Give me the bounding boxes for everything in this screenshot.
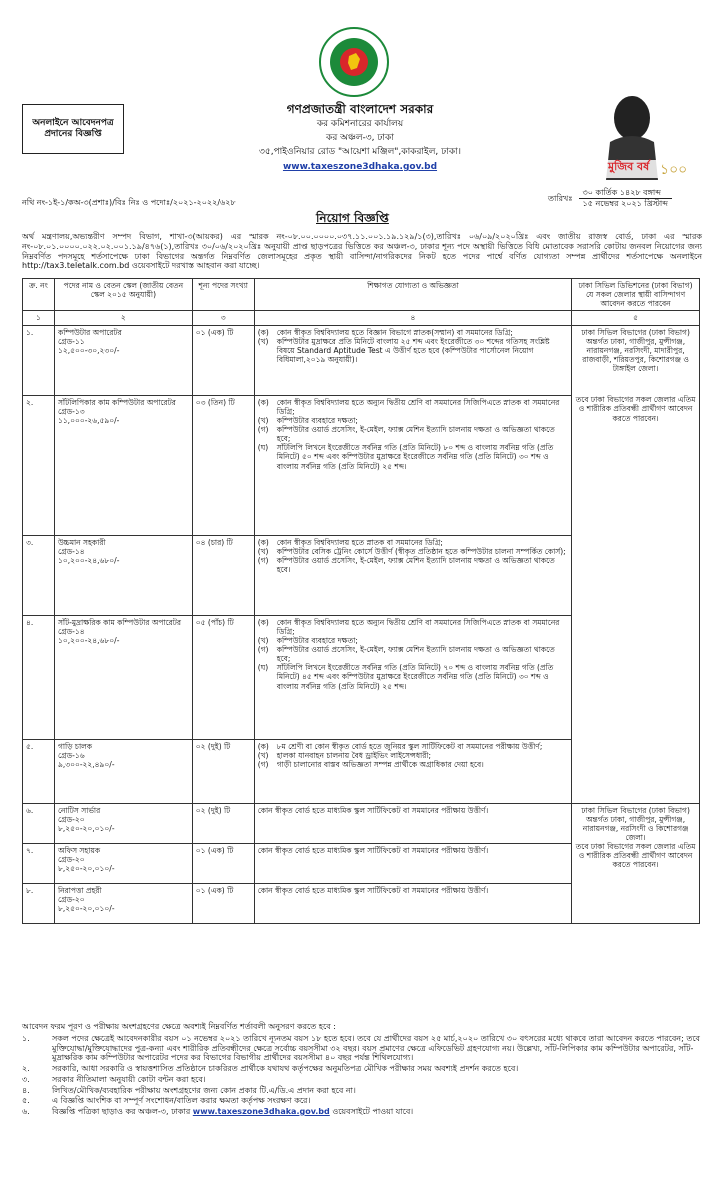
row-qualification xyxy=(254,883,571,923)
qualification-item xyxy=(258,443,568,470)
qualification-item xyxy=(258,337,568,364)
post-post: সাঁটলিপিকার কাম কম্পিউটার অপারেটর xyxy=(57,397,176,407)
row-qualification xyxy=(254,395,571,535)
row-serial: ৬. xyxy=(23,803,55,843)
post-post: উচ্চমান সহকারী xyxy=(57,537,106,547)
row-post xyxy=(54,535,192,615)
condition-website-link[interactable]: www.taxeszone3dhaka.gov.bd xyxy=(192,1107,330,1116)
post-post: সাঁট-মুদ্রাক্ষরিক কাম কম্পিউটার অপারেটর xyxy=(57,617,181,627)
qualification-text: কোন স্বীকৃত বিশ্ববিদ্যালয় হতে বিজ্ঞান বিভাগে স্নাতক(সম্মান) বা সমমানের ডিগ্রি; xyxy=(276,327,513,337)
qualification-marker: (খ) xyxy=(257,635,269,645)
qualification-marker: (খ) xyxy=(257,546,269,556)
condition-item xyxy=(22,1096,702,1106)
qualification-marker: (ক) xyxy=(257,397,269,407)
qualification-marker: (খ) xyxy=(257,750,269,760)
index-cell: ১ xyxy=(23,311,55,325)
post-grade: গ্রেড-১৬ xyxy=(57,750,85,760)
post-post: গাড়ি চালক xyxy=(57,741,92,751)
row-qualification xyxy=(254,803,571,843)
post-post: অফিস সহায়ক xyxy=(57,845,101,855)
districts-list: ঢাকা সিভিল বিভাগের (ঢাকা বিভাগ) অন্তর্গত ঢাকা, গাজীপুর, মুন্সীগঞ্জ, নারায়নগঞ্জ, নরসিংদী ও কিশোরগঞ্জ জেলা। xyxy=(581,805,690,842)
districts-group-2 xyxy=(572,803,700,923)
qualification-item xyxy=(258,425,568,443)
qualification-item xyxy=(258,547,568,556)
row-serial: ৫. xyxy=(23,739,55,803)
government-seal-logo xyxy=(318,26,390,98)
qualification-text: সাঁটলিপি লিখনে ইংরেজীতে সর্বনিম্ন গতি (প্রতি মিনিটে) ৭০ শব্দ ও বাংলায় সর্বনিম্ন গতি (প্রতি মিনিটে) ৪৫ শব্দ এবং কম্পিউটার মুদ্রাক্ষরে ইংরেজীতে সর্বনিম্ন গতি (প্রতি মিনিটে) ৩০ শব্দ ও বাংলায় সর্বনিম্ন গতি (প্রতি মিনিটে) ২৫ শব্দ। xyxy=(276,663,554,691)
index-cell: ৪ xyxy=(254,311,571,325)
qualification-text: কোন স্বীকৃত বোর্ড হতে মাধ্যমিক স্কুল সার্টিফিকেট বা সমমানের পরীক্ষায় উত্তীর্ণ। xyxy=(257,805,489,815)
qualification-item xyxy=(258,742,568,751)
row-post xyxy=(54,803,192,843)
qualification-text: গাড়ী চালানোর বাস্তব অভিজ্ঞতা সম্পন্ন প্রার্থীকে অগ্রাধিকার দেয়া হবে। xyxy=(276,759,484,769)
post-scale: ৮,২৫০-২০,০১০/- xyxy=(57,863,115,873)
post-scale: ১২,৫০০-৩০,২৩০/- xyxy=(57,345,120,355)
condition-item xyxy=(22,1064,702,1074)
qualification-item xyxy=(258,846,568,855)
row-serial: ৮. xyxy=(23,883,55,923)
header-zone: কর অঞ্চল-৩, ঢাকা xyxy=(326,133,394,143)
condition-text-part: এ বিজ্ঞপ্তি আংশিক বা সম্পূর্ণ সংশোধন/বাতিল করার ক্ষমতা কর্তৃপক্ষ সংরক্ষণ করে। xyxy=(52,1096,311,1106)
condition-number: ৫. xyxy=(22,1096,30,1106)
qualification-text: কোন স্বীকৃত বিশ্ববিদ্যালয় হতে অন্যুন দ্বিতীয় শ্রেণি বা সমমানের সিজিপিএতে স্নাতক বা সমমানের ডিগ্রি; xyxy=(276,617,560,636)
qualification-marker: (খ) xyxy=(257,336,269,346)
table-header-row xyxy=(23,279,700,311)
districts-note: তবে ঢাকা বিভাগের সকল জেলার এতিম ও শারীরিক প্রতিবন্ধী প্রার্থীগণ আবেদন করতে পারবেন। xyxy=(575,395,696,423)
qualification-item xyxy=(258,556,568,574)
table-row xyxy=(23,325,700,395)
header-address: ৩৫,পাইওনিয়ার রোড "আয়েশা মঞ্জিল",কাকরাইল, ঢাকা। xyxy=(259,147,461,157)
header-count: শূন্য পদের সংখ্যা xyxy=(192,279,254,311)
conditions-section xyxy=(22,1022,702,1118)
condition-item xyxy=(22,1075,702,1085)
date-label: তারিখঃ xyxy=(548,194,573,203)
row-serial: ৭. xyxy=(23,843,55,883)
condition-text xyxy=(52,1034,702,1063)
memo-number: নথি নং-১ই-১/কঅ-৩(প্রশাঃ)/বিঃ নিঃ ও পদোঃ/২০২১-২০২২/৬২৮ xyxy=(22,198,236,207)
row-vacancy-count: ০১ (এক) টি xyxy=(192,883,254,923)
qualification-marker: (ঘ) xyxy=(257,663,269,673)
qualification-item xyxy=(258,751,568,760)
condition-text xyxy=(52,1086,356,1096)
districts-list: ঢাকা সিভিল বিভাগের (ঢাকা বিভাগ) অন্তর্গত ঢাকা, গাজীপুর, মুন্সীগঞ্জ, নারায়নগঞ্জ, নরসিংদী, মাদারীপুর, রাজবাড়ী, শরিয়তপুর, কিশোরগঞ্জ ও টাঙ্গাইল জেলা। xyxy=(581,327,690,374)
qualification-item xyxy=(258,618,568,636)
qualification-marker: (গ) xyxy=(257,644,269,654)
table-row xyxy=(23,803,700,843)
row-qualification xyxy=(254,535,571,615)
condition-number: ৪. xyxy=(22,1085,30,1095)
table-index-row xyxy=(23,311,700,325)
row-vacancy-count: ০৫ (পাঁচ) টি xyxy=(192,615,254,739)
qualification-text: কম্পিউটার মুদ্রাক্ষরে প্রতি মিনিটে বাংলায় ২৫ শব্দ এবং ইংরেজীতে ৩০ শব্দের গতিসহ সংশ্লিষ্ট বিষয়ে Standard Aptitude Test এ উত্তীর্ণ হতে হবে (কম্পিউটার পার্সোনেল নিয়োগ বিধিমালা,২০১৯ অনুযায়ী)। xyxy=(276,336,550,364)
conditions-title: আবেদন ফরম পূরণ ও পরীক্ষায় অংশগ্রহণের ক্ষেত্রে অবশ্যই নিম্নবর্ণিত শর্তাবলী অনুসরণ করতে হবে : xyxy=(22,1022,336,1031)
row-serial: ৪. xyxy=(23,615,55,739)
date-english: ১৫ নভেম্বর ২০২১ খ্রিস্টাব্দ xyxy=(582,198,668,208)
row-post xyxy=(54,739,192,803)
index-cell: ৫ xyxy=(572,311,700,325)
row-vacancy-count: ০২ (দুই) টি xyxy=(192,739,254,803)
online-application-label: অনলাইনে আবেদনপত্র প্রদানের বিজ্ঞপ্তি xyxy=(22,104,124,154)
qualification-marker: (ক) xyxy=(257,617,269,627)
qualification-marker: (গ) xyxy=(257,759,269,769)
condition-text xyxy=(52,1096,310,1106)
post-grade: গ্রেড-১৪ xyxy=(57,626,85,636)
header-post: পদের নাম ও বেতন স্কেল (জাতীয় বেতন স্কেল ২০১৫ অনুযায়ী) xyxy=(54,279,192,311)
qualification-text: কোন স্বীকৃত বিশ্ববিদ্যালয় হতে স্নাতক বা সমমানের ডিগ্রি; xyxy=(276,537,443,547)
qualification-item xyxy=(258,886,568,895)
condition-item xyxy=(22,1034,702,1063)
condition-number: ৩. xyxy=(22,1074,30,1084)
qualification-text: কম্পিউটার ওয়ার্ড প্রসেসিং, ই-মেইল, ফ্যাক্স মেশিন ইত্যাদি চালনায় দক্ষতা ও অভিজ্ঞতা থাকতে হবে। xyxy=(276,555,555,574)
qualification-text: কম্পিউটার ব্যবহারে দক্ষতা; xyxy=(276,415,358,425)
conditions-list xyxy=(22,1034,702,1117)
qualification-item xyxy=(258,538,568,547)
qualification-text: হালকা যানবাহন চালনায় বৈধ ড্রাইভিং লাইসেন্সধারী; xyxy=(276,750,432,760)
qualification-text: সাঁটলিপি লিখনে ইংরেজীতে সর্বনিম্ন গতি (প্রতি মিনিটে) ৮০ শব্দ ও বাংলায় সর্বনিম্ন গতি (প্রতি মিনিটে) ৫০ শব্দ এবং কম্পিউটার মুদ্রাক্ষরে ইংরেজীতে সর্বনিম্ন গতি (প্রতি মিনিটে) ৩০ শব্দ ও বাংলায় সর্বনিম্ন গতি (প্রতি মিনিটে) ২৫ শব্দ। xyxy=(276,443,554,471)
row-serial: ১. xyxy=(23,325,55,395)
header-office: কর কমিশনারের কার্যালয় xyxy=(316,119,404,129)
post-scale: ১০,২০০-২৪,৬৮০/- xyxy=(57,555,120,565)
qualification-text: কম্পিউটার ওয়ার্ড প্রসেসিং, ই-মেইল, ফ্যাক্স মেশিন ইত্যাদি চালনায় দক্ষতা ও অভিজ্ঞতা থাকতে হবে; xyxy=(276,424,555,444)
qualification-marker: (ক) xyxy=(257,741,269,751)
post-grade: গ্রেড-২০ xyxy=(57,894,85,904)
post-grade: গ্রেড-২০ xyxy=(57,854,85,864)
row-qualification xyxy=(254,739,571,803)
row-post xyxy=(54,615,192,739)
date-block xyxy=(548,188,672,209)
qualification-marker: (গ) xyxy=(257,424,269,434)
condition-text xyxy=(52,1107,413,1117)
qualification-item xyxy=(258,328,568,337)
post-post: নিরাপত্তা প্রহরী xyxy=(57,885,102,895)
row-qualification xyxy=(254,843,571,883)
row-vacancy-count: ০৩ (তিন) টি xyxy=(192,395,254,535)
condition-text-part: ওয়েবসাইটে পাওয়া যাবে। xyxy=(332,1107,414,1116)
qualification-item xyxy=(258,663,568,690)
condition-text-part: সরকারি, আধা সরকারি ও স্বায়ত্তশাসিত প্রতিষ্ঠানে চাকরিরত প্রার্থীকে যথাযথ কর্তৃপক্ষের অনুমতিপত্র মৌখিক পরীক্ষার সময় অবশ্যই প্রদর্শন করতে হবে। xyxy=(52,1064,519,1073)
qualification-item xyxy=(258,806,568,815)
post-scale: ১১,০০০-২৬,৫৯০/- xyxy=(57,415,120,425)
qualification-item xyxy=(258,416,568,425)
qualification-text: ৮ম শ্রেণী বা কোন স্বীকৃত বোর্ড হতে জুনিয়র স্কুল সার্টিফিকেট বা সমমানের পরীক্ষায় উত্তীর্ণ; xyxy=(276,741,543,751)
mujib-year-logo: ১০০ মুজিব বর্ষ xyxy=(584,82,692,190)
row-vacancy-count: ০৪ (চার) টি xyxy=(192,535,254,615)
row-vacancy-count: ০১ (এক) টি xyxy=(192,325,254,395)
districts-group-1 xyxy=(572,325,700,803)
qualification-marker: (ক) xyxy=(257,327,269,337)
intro-paragraph: অর্থ মন্ত্রণালয়,অভ্যন্তরীণ সম্পদ বিভাগ, শাখা-৩(আয়কর) এর স্মারক নং-০৮.০০.০০০০.০৩৭.১১.০০১.১৯.১২৯/১(৩),তারিখঃ ০৬/০৯/২০২০খ্রিঃ এবং জাতীয় রাজস্ব বোর্ড, ঢাকা এর স্মারক নং-০৮.০১.০০০০.০২২.০২.০০১.১৯/৪৭৬(১),তারিখঃ ৩০/০৬/২০২০খ্রিঃ অনুযায়ী প্রাপ্ত ছাড়পত্রের ভিত্তিতে কর অঞ্চল-৩, ঢাকার শূন্য পদে অস্থায়ী ভিত্তিতে বিধি মোতাবেক সরাসরি কোটায় জনবল নিয়োগের জন্য নিম্নবর্ণিত পদসমূহে শর্তসাপেক্ষে ঢাকা বিভাগের অন্তর্গত নিম্নবর্ণিত জেলাসমূহের প্রকৃত স্থায়ী বাসিন্দা/নাগরিকদের নিকট হতে পদের পার্শ্বে বর্ণিত যোগ্যতা সম্পন্ন প্রার্থীদের শর্তসাপেক্ষে অনলাইনে http://tax3.teletalk.com.bd ওয়েবসাইটে দরখাস্ত আহবান করা যাচ্ছে। xyxy=(22,232,702,271)
qualification-text: কম্পিউটার বেসিক ট্রেনিং কোর্সে উত্তীর্ণ (স্বীকৃত প্রতিষ্ঠান হতে কম্পিউটার চালনা সম্পর্কিত কোর্স); xyxy=(276,546,566,556)
row-post xyxy=(54,883,192,923)
row-post xyxy=(54,325,192,395)
post-grade: গ্রেড-১৩ xyxy=(57,406,85,416)
page-title: নিয়োগ বিজ্ঞপ্তি xyxy=(316,211,389,225)
header-districts: ঢাকা সিভিল ডিভিশনের (ঢাকা বিভাগ) যে সকল জেলার স্থায়ী বাসিন্দাগণ আবেদন করতে পারবেন xyxy=(572,279,700,311)
condition-text-part: সরকার নীতিমালা অনুযায়ী কোটা বন্টন করা হবে। xyxy=(52,1074,206,1084)
row-serial: ৩. xyxy=(23,535,55,615)
condition-text-part: লিখিত/মৌখিক/ব্যবহারিক পরীক্ষায় অংশগ্রহণের জন্য কোন প্রকার টি.এ/ডি.এ প্রদান করা হবে না। xyxy=(52,1085,356,1095)
qualification-item xyxy=(258,398,568,416)
qualification-text: কম্পিউটার ওয়ার্ড প্রসেসিং, ই-মেইল, ফ্যাক্স মেশিন ইত্যাদি চালনায় দক্ষতা ও অভিজ্ঞতা থাকতে হবে; xyxy=(276,644,555,664)
header-serial: ক্র. নং xyxy=(23,279,55,311)
post-scale: ৮,২৫০-২০,০১০/- xyxy=(57,903,115,913)
row-vacancy-count: ০২ (দুই) টি xyxy=(192,803,254,843)
vacancy-table xyxy=(22,278,700,924)
qualification-item xyxy=(258,645,568,663)
condition-text xyxy=(52,1064,518,1074)
districts-note: তবে ঢাকা বিভাগের সকল জেলার এতিম ও শারীরিক প্রতিবন্ধী প্রার্থীগণ আবেদন করতে পারবেন। xyxy=(575,842,696,870)
qualification-text: কম্পিউটার ব্যবহারে দক্ষতা; xyxy=(276,635,358,645)
post-grade: গ্রেড-১১ xyxy=(57,336,85,346)
svg-text:১০০: ১০০ xyxy=(660,162,688,178)
condition-text-part: বিজ্ঞপ্তি পত্রিকা ছাড়াও কর অঞ্চল-৩, ঢাকার xyxy=(52,1107,191,1116)
qualification-marker: (খ) xyxy=(257,415,269,425)
date-bangla: ৩০ কার্তিক ১৪২৮ বঙ্গাব্দ xyxy=(579,188,672,199)
row-qualification xyxy=(254,615,571,739)
post-scale: ৮,২৫০-২০,০১০/- xyxy=(57,823,115,833)
condition-number: ৬. xyxy=(22,1107,30,1116)
post-grade: গ্রেড-২০ xyxy=(57,814,85,824)
qualification-text: কোন স্বীকৃত বিশ্ববিদ্যালয় হতে অন্যুন দ্বিতীয় শ্রেণি বা সমমানের সিজিপিএতে স্নাতক বা সমমানের ডিগ্রি; xyxy=(276,397,560,416)
qualification-item xyxy=(258,760,568,769)
post-grade: গ্রেড-১৪ xyxy=(57,546,85,556)
index-cell: ২ xyxy=(54,311,192,325)
condition-item xyxy=(22,1086,702,1096)
qualification-marker: (ক) xyxy=(257,537,269,547)
row-post xyxy=(54,395,192,535)
condition-text-part: সকল পদের ক্ষেত্রেই আবেদনকারীর বয়স ০১ নভেম্বর ২০২১ তারিখে ন্যূনতম বয়স ১৮ হতে হবে। তবে যে প্রার্থীদের বয়স ২৫ মার্চ,২০২০ তারিখে ৩০ বৎসরের মধ্যে থাকবে তারা আবেদন করতে পারবেন; তবে মুক্তিযোদ্ধা/মুক্তিযোদ্ধাদের পুত্র-কন্যা এবং শারীরিক প্রতিবন্ধীদের ক্ষেত্রে সর্বোচ্চ বয়সসীমা ৩২ বছর। বয়স প্রমাণের ক্ষেত্রে এফিডেভিট গ্রহণযোগ্য নয়। উল্লেখ্য, সাঁট-লিপিকার কাম কম্পিউটার অপারেটর, সাঁট-মুদ্রাক্ষরিক কাম কম্পিউটার অপারেটর পদের কর বিভাগের বিভাগীয় প্রার্থীদের বয়সসীমা ৪০ বছর পর্যন্ত শিথিলযোগ্য। xyxy=(52,1033,700,1063)
post-scale: ১০,২০০-২৪,৬৮০/- xyxy=(57,635,120,645)
header-website-link[interactable]: www.taxeszone3dhaka.gov.bd xyxy=(282,162,438,172)
condition-text xyxy=(52,1075,206,1085)
row-serial: ২. xyxy=(23,395,55,535)
header-qualification: শিক্ষাগত যোগ্যতা ও অভিজ্ঞতা xyxy=(254,279,571,311)
post-scale: ৯,৩০০-২২,৪৯০/- xyxy=(57,759,115,769)
row-qualification xyxy=(254,325,571,395)
row-post xyxy=(54,843,192,883)
row-vacancy-count: ০১ (এক) টি xyxy=(192,843,254,883)
qualification-marker: (গ) xyxy=(257,555,269,565)
qualification-text: কোন স্বীকৃত বোর্ড হতে মাধ্যমিক স্কুল সার্টিফিকেট বা সমমানের পরীক্ষায় উত্তীর্ণ। xyxy=(257,885,489,895)
qualification-text: কোন স্বীকৃত বোর্ড হতে মাধ্যমিক স্কুল সার্টিফিকেট বা সমমানের পরীক্ষায় উত্তীর্ণ। xyxy=(257,845,489,855)
index-cell: ৩ xyxy=(192,311,254,325)
qualification-marker: (ঘ) xyxy=(257,443,269,453)
condition-number: ২. xyxy=(22,1064,30,1073)
condition-item xyxy=(22,1107,702,1117)
qualification-item xyxy=(258,636,568,645)
condition-number: ১. xyxy=(22,1033,30,1043)
post-post: কম্পিউটার অপারেটর xyxy=(57,327,122,337)
post-post: নোটিস সার্ভার xyxy=(57,805,101,815)
header-government: গণপ্রজাতন্ত্রী বাংলাদেশ সরকার xyxy=(286,102,434,116)
